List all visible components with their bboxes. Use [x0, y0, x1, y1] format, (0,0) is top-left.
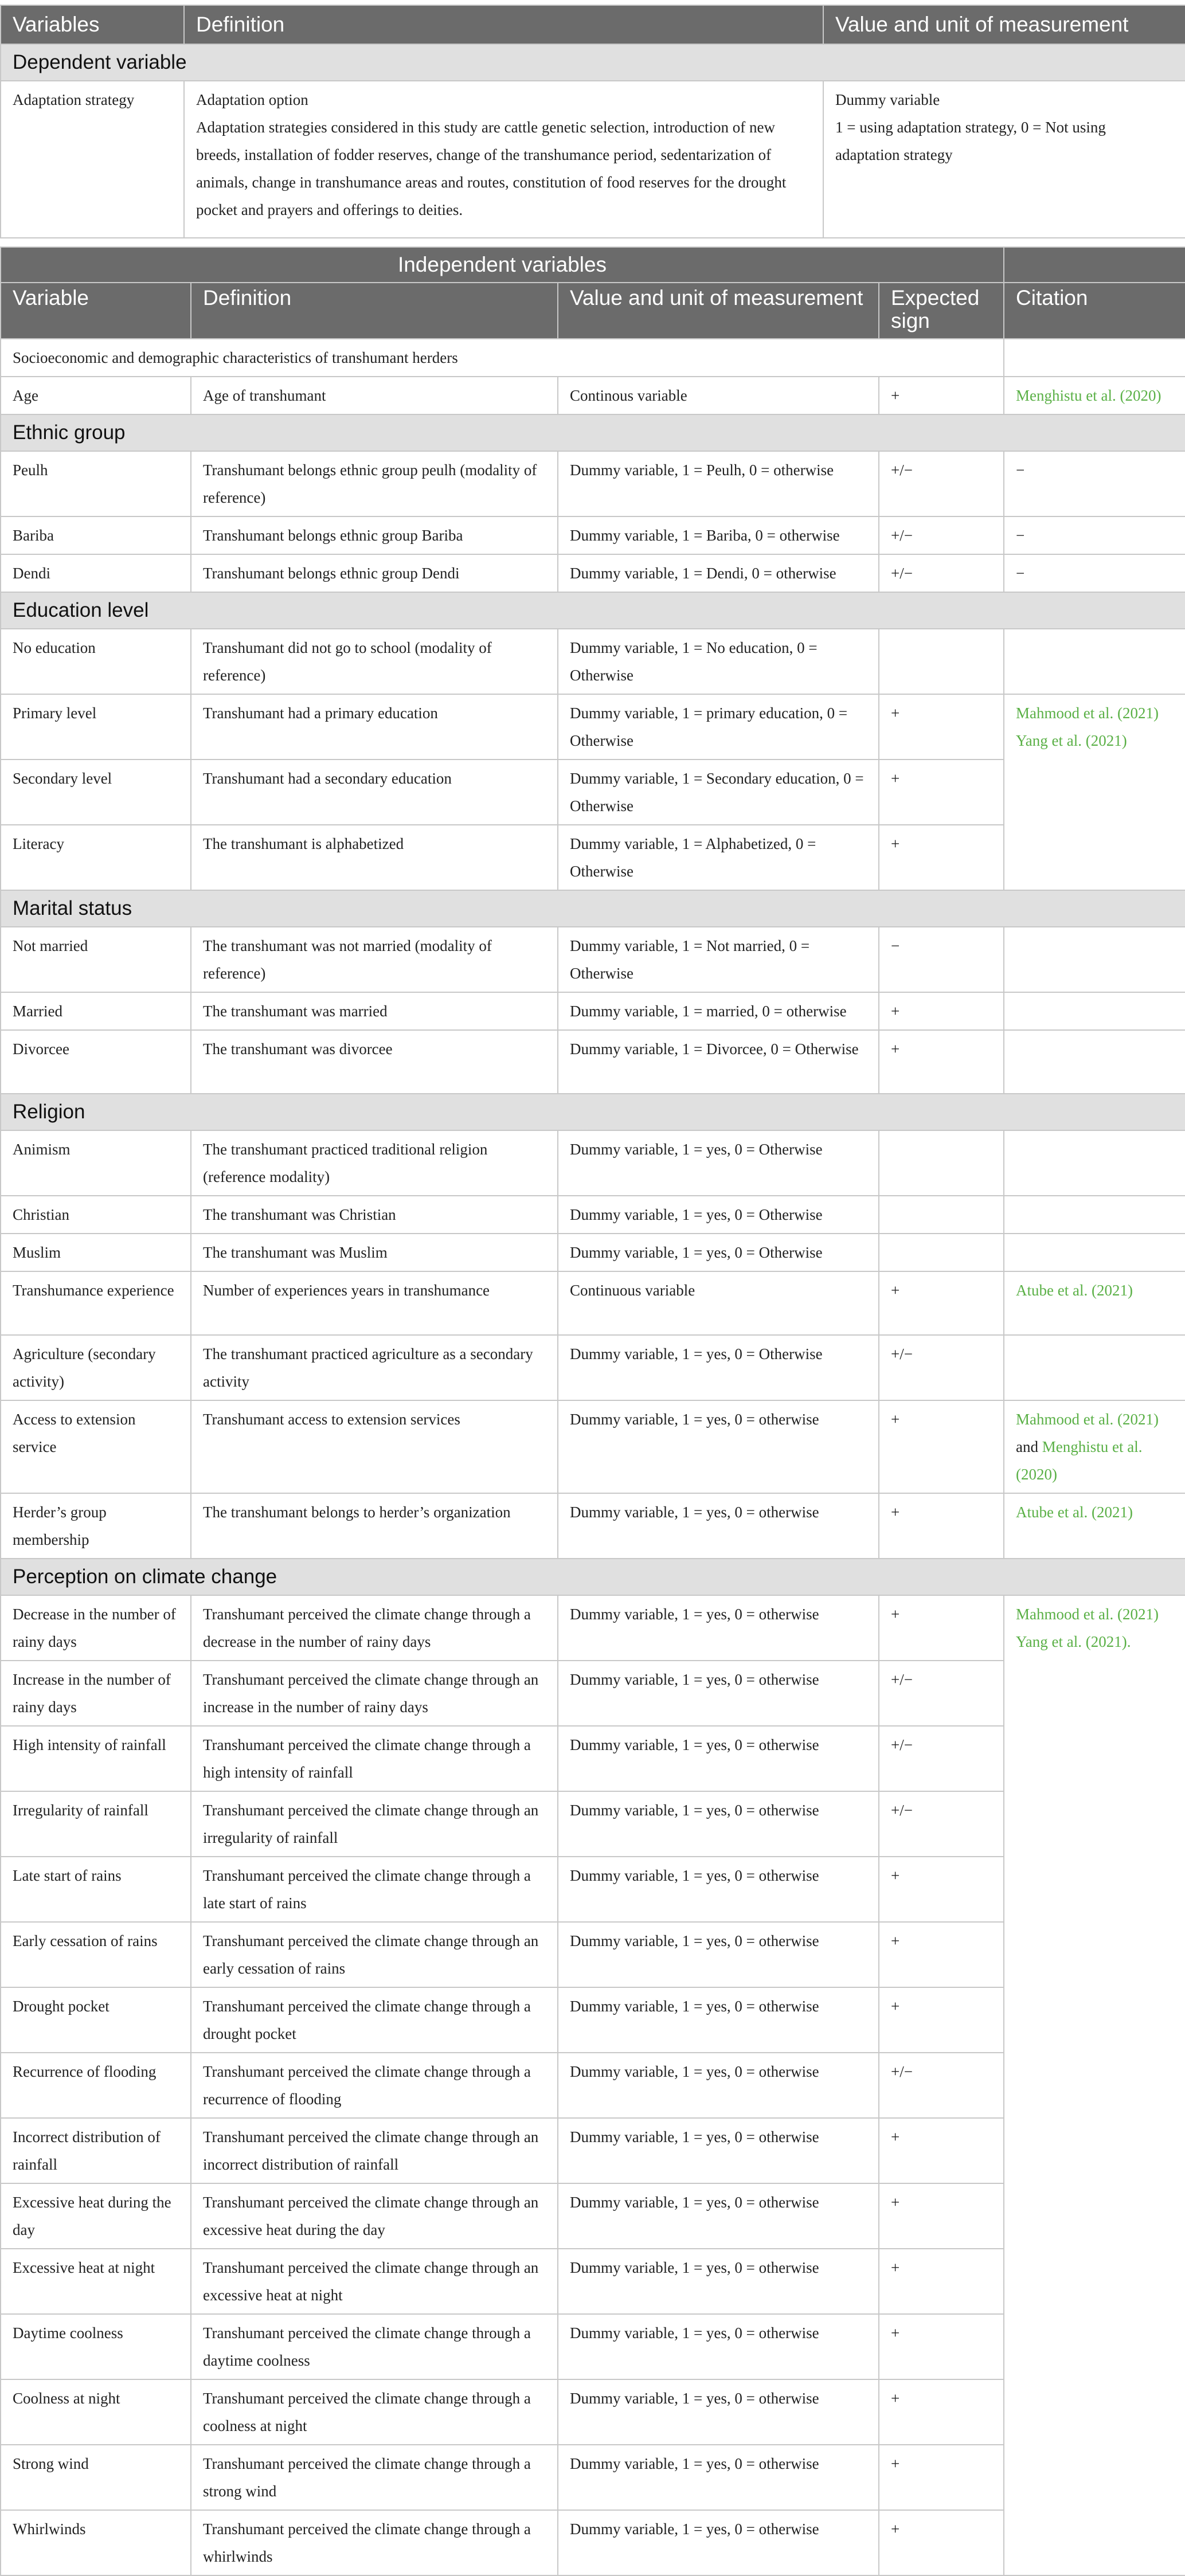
cell-variable: Not married [1, 927, 191, 992]
cell-value: Dummy variable, 1 = yes, 0 = otherwise [558, 1661, 879, 1726]
cell-definition: Transhumant perceived the climate change through an incorrect distribution of rainfall [191, 2118, 558, 2183]
cell-sign: + [879, 1857, 1004, 1922]
citation-link[interactable]: Mahmood et al. (2021) [1016, 704, 1159, 722]
cell-value: Dummy variable, 1 = yes, 0 = otherwise [558, 1987, 879, 2053]
cell-variable: Divorcee [1, 1030, 191, 1094]
cell-sign [879, 1130, 1004, 1196]
citation-link[interactable]: Mahmood et al. (2021) [1016, 1411, 1159, 1428]
table-row [1, 1400, 1185, 1493]
table-row [1, 1493, 1185, 1559]
cell-variable: Secondary level [1, 760, 191, 825]
cell-sign: + [879, 1987, 1004, 2053]
cell-sign: +/− [879, 554, 1004, 592]
citation-link[interactable]: Yang et al. (2021). [1016, 1633, 1131, 1650]
table2-title-empty [1004, 247, 1185, 283]
cell-definition: The transhumant was married [191, 992, 558, 1030]
section-row-perception [1, 1559, 1185, 1595]
cell-variable: Access to extension service [1, 1400, 191, 1493]
cell-definition: The transhumant was Christian [191, 1196, 558, 1234]
cell-value: Dummy variable, 1 = yes, 0 = Otherwise [558, 1130, 879, 1196]
cell-definition: Transhumant perceived the climate change through an early cessation of rains [191, 1922, 558, 1987]
cell-definition: The transhumant is alphabetized [191, 825, 558, 890]
cell-sign: +/− [879, 1661, 1004, 1726]
cell-value: Dummy variable, 1 = yes, 0 = Otherwise [558, 1196, 879, 1234]
cell-variable: Bariba [1, 516, 191, 554]
cell-definition: The transhumant was divorcee [191, 1030, 558, 1094]
cell-sign: + [879, 2314, 1004, 2379]
table-row [1, 377, 1185, 414]
cell-sign: + [879, 760, 1004, 825]
col-header-definition: Definition [184, 5, 823, 44]
cell-definition: Transhumant had a secondary education [191, 760, 558, 825]
cell-definition: The transhumant was Muslim [191, 1234, 558, 1271]
section-title-perception: Perception on climate change [1, 1559, 1185, 1595]
cell-sign: +/− [879, 1726, 1004, 1791]
cell-definition [184, 81, 823, 238]
cell-definition: The transhumant was not married (modality of reference) [191, 927, 558, 992]
value-line-2: 1 = using adaptation strategy, 0 = Not using adaptation strategy [835, 119, 1106, 163]
cell-definition: Transhumant perceived the climate change through a drought pocket [191, 1987, 558, 2053]
cell-value: Dummy variable, 1 = Not married, 0 = Otherwise [558, 927, 879, 992]
cell-variable: Whirlwinds [1, 2510, 191, 2575]
cell-variable: Agriculture (secondary activity) [1, 1335, 191, 1400]
definition-title: Adaptation option [196, 91, 308, 108]
cell-value: Dummy variable, 1 = yes, 0 = otherwise [558, 1922, 879, 1987]
cell-citation [1004, 694, 1185, 890]
cell-definition: Transhumant perceived the climate change through an increase in the number of rainy days [191, 1661, 558, 1726]
table2-header-row [1, 283, 1185, 339]
table2-title-row [1, 247, 1185, 283]
cell-definition: Transhumant perceived the climate change through a decrease in the number of rainy days [191, 1595, 558, 1661]
cell-value: Dummy variable, 1 = yes, 0 = otherwise [558, 2510, 879, 2575]
cell-sign: + [879, 2445, 1004, 2510]
table-row-adaptation [1, 81, 1185, 238]
table-row [1, 451, 1185, 516]
cell-variable: Age [1, 377, 191, 414]
cell-citation: − [1004, 451, 1185, 516]
cell-value: Dummy variable, 1 = No education, 0 = Otherwise [558, 629, 879, 694]
cell-sign: + [879, 2379, 1004, 2445]
col-header-citation: Citation [1004, 283, 1185, 339]
cell-sign: +/− [879, 516, 1004, 554]
cell-value: Dummy variable, 1 = Alphabetized, 0 = Otherwise [558, 825, 879, 890]
cell-sign: + [879, 377, 1004, 414]
cell-value: Dummy variable, 1 = Divorcee, 0 = Otherwise [558, 1030, 879, 1094]
cell-variable: Christian [1, 1196, 191, 1234]
cell-variable: Dendi [1, 554, 191, 592]
citation-link[interactable]: Menghistu et al. (2020) [1004, 377, 1185, 414]
citation-link[interactable]: Atube et al. (2021) [1004, 1271, 1185, 1335]
cell-value: Dummy variable, 1 = Bariba, 0 = otherwise [558, 516, 879, 554]
cell-variable: Literacy [1, 825, 191, 890]
cell-sign: + [879, 1030, 1004, 1094]
cell-variable: Muslim [1, 1234, 191, 1271]
table2-title: Independent variables [1, 247, 1004, 283]
cell-definition: Transhumant did not go to school (modality of reference) [191, 629, 558, 694]
table-row [1, 1595, 1185, 1661]
cell-variable: Excessive heat during the day [1, 2183, 191, 2249]
cell-variable: Daytime coolness [1, 2314, 191, 2379]
cell-value: Dummy variable, 1 = yes, 0 = otherwise [558, 1791, 879, 1857]
cell-variable: Recurrence of flooding [1, 2053, 191, 2118]
cell-value: Dummy variable, 1 = yes, 0 = otherwise [558, 2249, 879, 2314]
cell-value: Dummy variable, 1 = yes, 0 = Otherwise [558, 1234, 879, 1271]
cell-sign: + [879, 694, 1004, 760]
cell-variable: Married [1, 992, 191, 1030]
section-row-dependent [1, 44, 1185, 81]
intro-row [1, 339, 1185, 377]
cell-value: Dummy variable, 1 = yes, 0 = otherwise [558, 2118, 879, 2183]
cell-variable: Irregularity of rainfall [1, 1791, 191, 1857]
cell-definition: The transhumant belongs to herder’s organization [191, 1493, 558, 1559]
cell-value: Dummy variable, 1 = Dendi, 0 = otherwise [558, 554, 879, 592]
table-row [1, 1196, 1185, 1234]
cell-value: Dummy variable, 1 = yes, 0 = Otherwise [558, 1335, 879, 1400]
cell-sign: + [879, 825, 1004, 890]
cell-sign: +/− [879, 1335, 1004, 1400]
cell-sign: +/− [879, 451, 1004, 516]
cell-variable: Animism [1, 1130, 191, 1196]
cell-value: Dummy variable, 1 = yes, 0 = otherwise [558, 1595, 879, 1661]
col-header-variable: Variable [1, 283, 191, 339]
cell-value: Dummy variable, 1 = yes, 0 = otherwise [558, 2445, 879, 2510]
cell-value: Dummy variable, 1 = married, 0 = otherwise [558, 992, 879, 1030]
table-row [1, 1335, 1185, 1400]
table-row [1, 694, 1185, 760]
cell-variable: Drought pocket [1, 1987, 191, 2053]
cell-sign: + [879, 2118, 1004, 2183]
cell-definition: Transhumant perceived the climate change through a daytime coolness [191, 2314, 558, 2379]
table-row [1, 554, 1185, 592]
cell-variable: Decrease in the number of rainy days [1, 1595, 191, 1661]
cell-value: Dummy variable, 1 = Peulh, 0 = otherwise [558, 451, 879, 516]
cell-sign: − [879, 927, 1004, 992]
cell-value: Dummy variable, 1 = yes, 0 = otherwise [558, 1726, 879, 1791]
cell-definition: Transhumant perceived the climate change through an irregularity of rainfall [191, 1791, 558, 1857]
cell-variable: Incorrect distribution of rainfall [1, 2118, 191, 2183]
cell-sign: + [879, 1595, 1004, 1661]
cell-definition: Transhumant perceived the climate change through a recurrence of flooding [191, 2053, 558, 2118]
table-row [1, 1234, 1185, 1271]
cell-sign: +/− [879, 2053, 1004, 2118]
col-header-variables: Variables [1, 5, 184, 44]
cell-value: Dummy variable, 1 = Secondary education, 0 = Otherwise [558, 760, 879, 825]
section-title-marital: Marital status [1, 890, 1185, 927]
table-row [1, 516, 1185, 554]
cell-sign: +/− [879, 1791, 1004, 1857]
cell-sign [879, 1196, 1004, 1234]
cell-variable: Early cessation of rains [1, 1922, 191, 1987]
cell-variable: Herder’s group membership [1, 1493, 191, 1559]
citation-link[interactable]: Mahmood et al. (2021) [1016, 1606, 1159, 1623]
cell-sign: + [879, 992, 1004, 1030]
cell-definition: Transhumant perceived the climate change through a coolness at night [191, 2379, 558, 2445]
table1-header-row [1, 5, 1185, 44]
table-row [1, 1030, 1185, 1094]
cell-sign: + [879, 2183, 1004, 2249]
dependent-variable-table [0, 5, 1185, 238]
cell-citation: − [1004, 516, 1185, 554]
cell-value: Dummy variable, 1 = yes, 0 = otherwise [558, 2314, 879, 2379]
cell-definition: Transhumant belongs ethnic group Dendi [191, 554, 558, 592]
cell-definition: Age of transhumant [191, 377, 558, 414]
cell-value [823, 81, 1185, 238]
cell-definition: The transhumant practiced traditional religion (reference modality) [191, 1130, 558, 1196]
cell-variable: Excessive heat at night [1, 2249, 191, 2314]
section-title-dependent: Dependent variable [1, 44, 1185, 81]
value-line-1: Dummy variable [835, 91, 940, 108]
cell-value: Dummy variable, 1 = yes, 0 = otherwise [558, 2379, 879, 2445]
citation-link[interactable]: Menghistu et al. (2020) [1016, 1438, 1143, 1483]
definition-text: Adaptation strategies considered in this study are cattle genetic selection, introduction of new breeds, installation of fodder reserves, change of the transhumance period, sedentarization of animals, change in transhumance areas and routes, constitution of food reserves for the drought pocket and prayers and offerings to deities. [196, 119, 787, 218]
cell-sign [879, 629, 1004, 694]
cell-definition: The transhumant practiced agriculture as a secondary activity [191, 1335, 558, 1400]
cell-value: Dummy variable, 1 = primary education, 0 = Otherwise [558, 694, 879, 760]
cell-value: Dummy variable, 1 = yes, 0 = otherwise [558, 1493, 879, 1559]
cell-definition: Transhumant belongs ethnic group peulh (modality of reference) [191, 451, 558, 516]
section-title-education: Education level [1, 592, 1185, 629]
cell-value: Dummy variable, 1 = yes, 0 = otherwise [558, 1857, 879, 1922]
independent-variables-table [0, 246, 1185, 2576]
table-row [1, 629, 1185, 694]
intro-text: Socioeconomic and demographic characteristics of transhumant herders [1, 339, 1004, 377]
cell-sign: + [879, 1271, 1004, 1335]
cell-variable: Transhumance experience [1, 1271, 191, 1335]
cell-definition: Transhumant perceived the climate change through a whirlwinds [191, 2510, 558, 2575]
cell-definition: Transhumant perceived the climate change through an excessive heat during the day [191, 2183, 558, 2249]
cell-variable: Peulh [1, 451, 191, 516]
table-row [1, 992, 1185, 1030]
cell-definition: Transhumant belongs ethnic group Bariba [191, 516, 558, 554]
col-header-expected-sign: Expected sign [879, 283, 1004, 339]
cell-citation [1004, 1595, 1185, 2575]
cell-variable: Adaptation strategy [1, 81, 184, 238]
cell-variable: No education [1, 629, 191, 694]
table-row [1, 1271, 1185, 1335]
cell-sign [879, 1234, 1004, 1271]
cell-sign: + [879, 2510, 1004, 2575]
cell-value: Continuous variable [558, 1271, 879, 1335]
cell-variable: Late start of rains [1, 1857, 191, 1922]
cell-variable: Strong wind [1, 2445, 191, 2510]
citation-and: and [1016, 1438, 1038, 1455]
cell-value: Dummy variable, 1 = yes, 0 = otherwise [558, 1400, 879, 1493]
section-row-education [1, 592, 1185, 629]
section-row-ethnic [1, 414, 1185, 451]
table-row [1, 1130, 1185, 1196]
citation-link[interactable]: Yang et al. (2021) [1016, 732, 1127, 749]
cell-variable: High intensity of rainfall [1, 1726, 191, 1791]
cell-value: Dummy variable, 1 = yes, 0 = otherwise [558, 2183, 879, 2249]
cell-definition: Number of experiences years in transhumance [191, 1271, 558, 1335]
cell-citation [1004, 1400, 1185, 1493]
col-header-definition: Definition [191, 283, 558, 339]
cell-variable: Primary level [1, 694, 191, 760]
cell-sign: + [879, 2249, 1004, 2314]
cell-definition: Transhumant had a primary education [191, 694, 558, 760]
cell-sign: + [879, 1922, 1004, 1987]
cell-definition: Transhumant perceived the climate change through a high intensity of rainfall [191, 1726, 558, 1791]
section-row-religion [1, 1094, 1185, 1130]
section-title-ethnic: Ethnic group [1, 414, 1185, 451]
cell-sign: + [879, 1400, 1004, 1493]
col-header-value-unit: Value and unit of measurement [823, 5, 1185, 44]
section-row-marital [1, 890, 1185, 927]
citation-link[interactable]: Atube et al. (2021) [1004, 1493, 1185, 1559]
cell-definition: Transhumant perceived the climate change through a late start of rains [191, 1857, 558, 1922]
cell-variable: Coolness at night [1, 2379, 191, 2445]
cell-definition: Transhumant access to extension services [191, 1400, 558, 1493]
cell-definition: Transhumant perceived the climate change through a strong wind [191, 2445, 558, 2510]
cell-sign: + [879, 1493, 1004, 1559]
cell-variable: Increase in the number of rainy days [1, 1661, 191, 1726]
col-header-value-unit: Value and unit of measurement [558, 283, 879, 339]
cell-value: Dummy variable, 1 = yes, 0 = otherwise [558, 2053, 879, 2118]
cell-value: Continous variable [558, 377, 879, 414]
table-row [1, 927, 1185, 992]
section-title-religion: Religion [1, 1094, 1185, 1130]
cell-definition: Transhumant perceived the climate change through an excessive heat at night [191, 2249, 558, 2314]
cell-citation: − [1004, 554, 1185, 592]
